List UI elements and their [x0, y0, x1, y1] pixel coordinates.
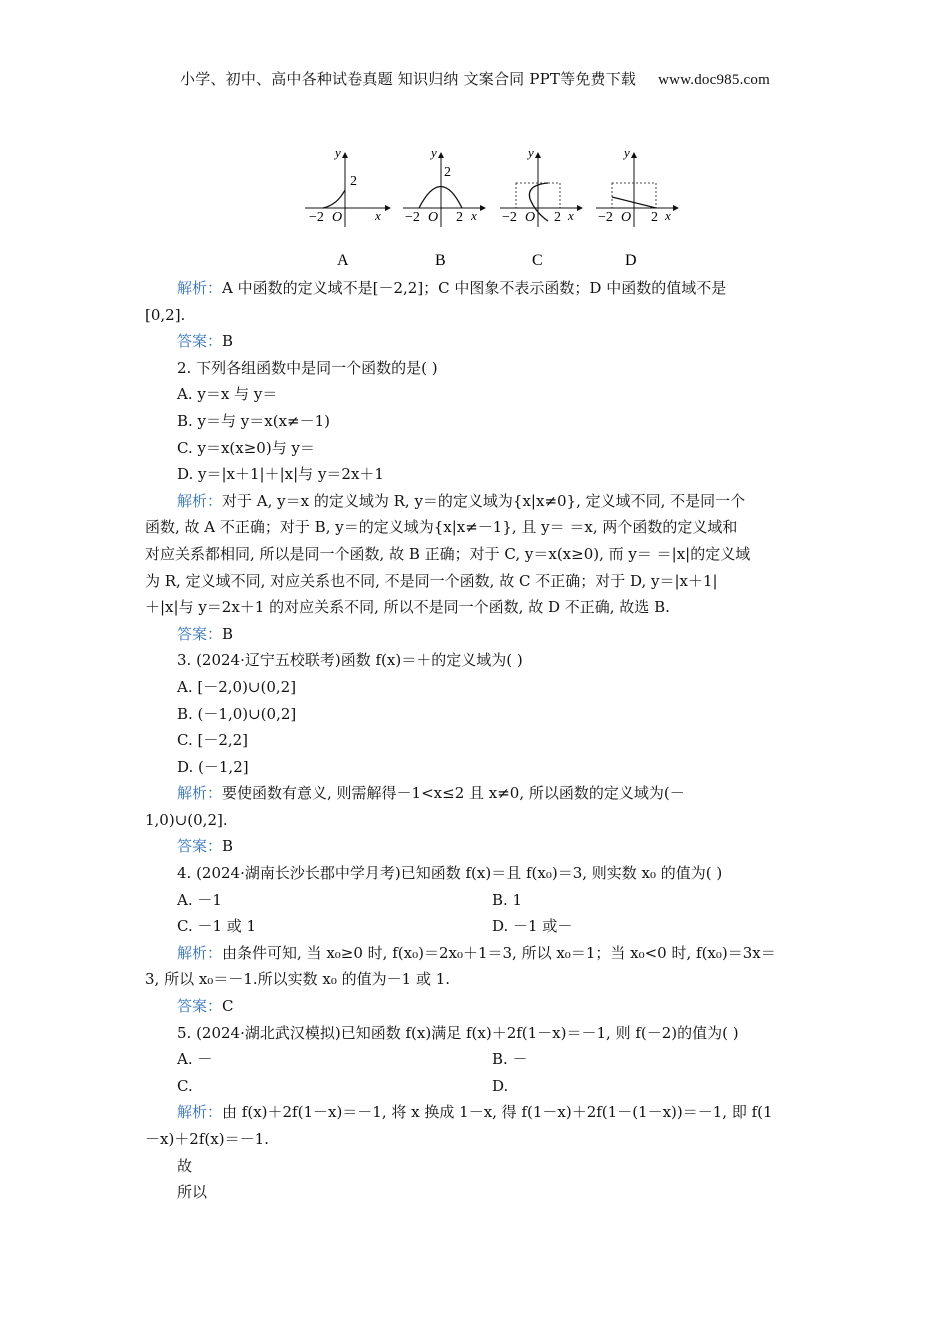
q1-answer-value: B [222, 332, 234, 351]
function-graphs-figure [290, 145, 690, 273]
q3-option-b: B. (－1,0)∪(0,2] [177, 704, 297, 723]
q3-analysis-label: 解析： [177, 784, 223, 803]
graph-c [500, 145, 582, 269]
q2-answer [145, 621, 807, 648]
graph-b-origin: O [428, 210, 439, 225]
q4-analysis-label: 解析： [177, 943, 223, 962]
q2-analysis-text-2: 函数, 故 A 不正确；对于 B, y＝的定义域为{x|x≠－1}, 且 y＝ ＝x, 两个函数的定义域和 [145, 518, 738, 537]
q5-analysis-cont: －x)＋2f(x)＝－1. [145, 1130, 269, 1148]
q1-analysis-label: 解析： [177, 279, 223, 297]
q4-option-c: C. －1 或 1 [177, 917, 257, 936]
q3-analysis-text-1: 要使函数有意义, 则需解得－1<x≤2 且 x≠0, 所以函数的定义域为(－ [222, 784, 685, 803]
page-header [0, 68, 950, 89]
q2-analysis-text-5: ＋|x|与 y＝2x＋1 的对应关系不同, 所以不是同一个函数, 故 D 不正确, 故选 B. [145, 598, 670, 617]
q2-analysis-text-4: 为 R, 定义域不同, 对应关系也不同, 不是同一个函数, 故 C 不正确；对于 D, y＝|x＋1| [145, 571, 718, 590]
graph-a-label: A [337, 252, 349, 269]
graph-d-origin: O [621, 210, 632, 225]
q2-option-a: A. y＝x 与 y＝ [177, 385, 278, 404]
q3-option-d: D. (－1,2] [177, 757, 249, 776]
graph-b-tick-neg2: −2 [405, 210, 420, 225]
q4-answer-value: C [222, 997, 234, 1016]
q3-analysis-cont: 1,0)∪(0,2]. [145, 810, 228, 829]
graph-c-tick-pos2: 2 [554, 210, 561, 225]
q2-answer-value: B [222, 624, 234, 643]
graph-c-label: C [532, 252, 543, 269]
q3-stem: 3. (2024·辽宁五校联考)函数 f(x)＝＋的定义域为( ) [177, 651, 523, 670]
q5-analysis [145, 1099, 807, 1126]
q3-answer-label: 答案： [177, 837, 223, 856]
graph-d-label: D [625, 252, 637, 269]
graph-a-y-label: y [335, 145, 341, 160]
q1-answer-label: 答案： [177, 332, 223, 351]
q3-answer-value: B [222, 837, 234, 856]
q5-option-a: A. － [177, 1050, 213, 1069]
q4-options-row-2 [145, 913, 807, 940]
graph-d-y-label: y [624, 145, 630, 160]
document-body [145, 275, 807, 1206]
q2-analysis-label: 解析： [177, 491, 223, 510]
graph-b [403, 145, 485, 269]
graph-a-tick-neg2: −2 [309, 210, 324, 225]
q5-option-b: B. － [492, 1050, 528, 1069]
graph-c-origin: O [525, 210, 536, 225]
q2-stem: 2. 下列各组函数中是同一个函数的是( ) [177, 358, 438, 377]
q2-analysis-text-1: 对于 A, y＝x 的定义域为 R, y＝的定义域为{x|x≠0}, 定义域不同, 不是同一个 [222, 491, 746, 510]
q2-answer-label: 答案： [177, 624, 223, 643]
graph-d [596, 145, 678, 269]
q4-option-b: B. 1 [492, 890, 523, 909]
graph-b-tick-2: 2 [444, 165, 451, 180]
graph-a-origin: O [332, 210, 343, 225]
q5-option-d: D. [492, 1076, 509, 1095]
q1-answer [145, 328, 807, 355]
graph-d-tick-neg2: −2 [598, 210, 613, 225]
q3-option-c: C. [－2,2] [177, 731, 249, 750]
q5-line-gu: 故 [177, 1156, 193, 1175]
q5-analysis-label: 解析： [177, 1103, 223, 1122]
q4-answer [145, 993, 807, 1020]
q5-option-c: C. [177, 1076, 193, 1095]
q2-analysis-text-3: 对应关系都相同, 所以是同一个函数, 故 B 正确；对于 C, y＝x(x≥0), 而 y＝ ＝|x|的定义域 [145, 544, 751, 563]
q3-analysis [145, 780, 807, 807]
graph-b-x-label: x [471, 208, 477, 223]
graph-d-x-label: x [665, 208, 671, 223]
q2-option-b: B. y＝与 y＝x(x≠－1) [177, 411, 331, 430]
q5-options-row-2 [145, 1073, 807, 1100]
q2-option-d: D. y＝|x＋1|＋|x|与 y＝2x＋1 [177, 465, 384, 484]
header-site[interactable]: www.doc985.com [658, 72, 770, 88]
q5-stem: 5. (2024·湖北武汉模拟)已知函数 f(x)满足 f(x)＋2f(1－x)＝－1, 则 f(－2)的值为( ) [177, 1023, 739, 1042]
q2-option-c: C. y＝x(x≥0)与 y＝ [177, 438, 315, 457]
graph-d-tick-pos2: 2 [651, 210, 658, 225]
graph-b-label: B [435, 252, 446, 269]
q4-analysis [145, 940, 807, 967]
q4-options-row-1 [145, 887, 807, 914]
q5-options-row-1 [145, 1046, 807, 1073]
q1-analysis [145, 275, 807, 302]
q4-option-a: A. －1 [177, 890, 222, 909]
q4-analysis-text-1: 由条件可知, 当 x₀≥0 时, f(x₀)＝2x₀＋1＝3, 所以 x₀＝1；当 x₀<0 时, f(x₀)＝3x＝ [222, 943, 776, 962]
q4-analysis-cont: 3, 所以 x₀＝－1.所以实数 x₀ 的值为－1 或 1. [145, 970, 451, 989]
q4-option-d: D. －1 或－ [492, 917, 573, 936]
header-text: 小学、初中、高中各种试卷真题 知识归纳 文案合同 PPT等免费下载 [180, 70, 637, 88]
graph-b-y-label: y [431, 145, 437, 160]
q4-answer-label: 答案： [177, 997, 223, 1016]
graph-c-x-label: x [568, 208, 574, 223]
q1-analysis-cont: [0,2]. [145, 305, 186, 324]
graph-a-tick-2: 2 [350, 174, 357, 189]
graph-a [305, 145, 390, 269]
q3-option-a: A. [－2,0)∪(0,2] [177, 677, 297, 696]
q1-analysis-text-1: A 中函数的定义域不是[－2,2]；C 中图象不表示函数；D 中函数的值域不是 [222, 279, 727, 297]
q5-line-suoyi: 所以 [177, 1183, 208, 1202]
q5-analysis-text-1: 由 f(x)＋2f(1－x)＝－1, 将 x 换成 1－x, 得 f(1－x)＋2f(1－(1－x))＝－1, 即 f(1 [222, 1103, 773, 1122]
q2-analysis [145, 488, 807, 515]
q3-answer [145, 833, 807, 860]
graph-b-tick-pos2: 2 [456, 210, 463, 225]
q4-stem: 4. (2024·湖南长沙长郡中学月考)已知函数 f(x)＝且 f(x₀)＝3, 则实数 x₀ 的值为( ) [177, 864, 723, 883]
graph-c-tick-neg2: −2 [502, 210, 517, 225]
graph-c-y-label: y [528, 145, 534, 160]
graph-a-x-label: x [375, 208, 381, 223]
